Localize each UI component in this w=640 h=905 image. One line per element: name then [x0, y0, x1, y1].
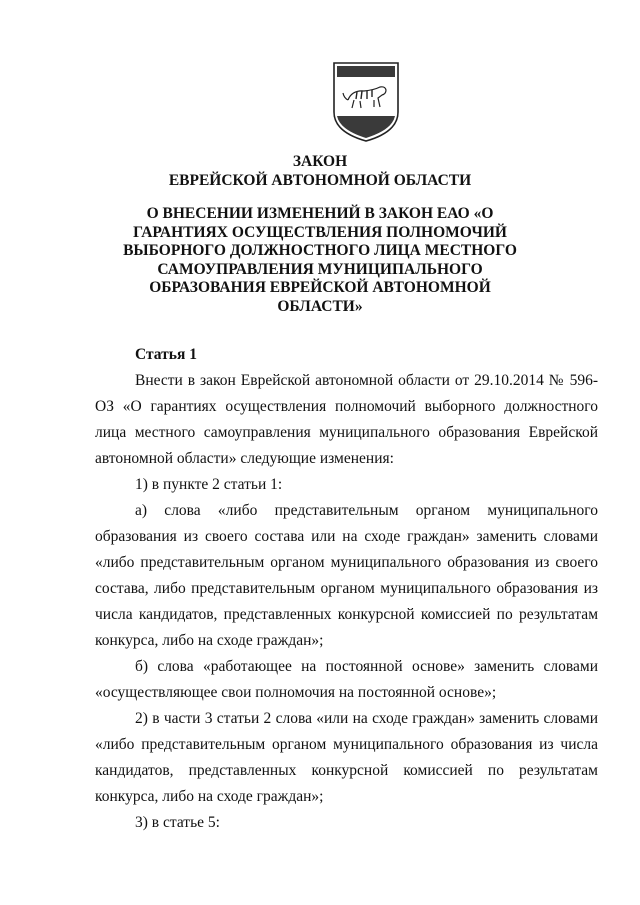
article-paragraph: 2) в части 3 статьи 2 слова «или на сходе граждан» заменить словами «либо представительным органом муниципального образования из числа кандидатов, представленных конкурсной комиссией по результатам конкурса, либо на сходе граждан»;: [95, 710, 598, 805]
article-heading: Статья 1: [135, 346, 197, 363]
law-region: ЕВРЕЙСКОЙ АВТОНОМНОЙ ОБЛАСТИ: [168, 172, 472, 189]
article-paragraph: б) слова «работающее на постоянной основе» заменить словами «осуществляющее свои полномочия на постоянной основе»;: [95, 658, 598, 701]
law-title: ЗАКОН: [292, 153, 348, 170]
article-paragraph: а) слова «либо представительным органом муниципального образования из своего состава или на сходе граждан» заменить словами «либо представительным органом муниципального образования из своего состава, либо представительным органом муниципального образования из числа кандидатов, представленных конкурсной комиссией по результатам конкурса, либо на сходе граждан»;: [95, 502, 598, 649]
amendment-title: О ВНЕСЕНИИ ИЗМЕНЕНИЙ В ЗАКОН ЕАО «О ГАРАНТИЯХ ОСУЩЕСТВЛЕНИЯ ПОЛНОМОЧИЙ ВЫБОРНОГО ДОЛЖНОСТНОГО ЛИЦА МЕСТНОГО САМОУПРАВЛЕНИЯ МУНИЦИПАЛЬНОГО ОБРАЗОВАНИЯ ЕВРЕЙСКОЙ АВТОНОМНОЙ ОБЛАСТИ»: [123, 205, 517, 315]
article-paragraph: 1) в пункте 2 статьи 1:: [135, 476, 283, 493]
article-paragraph: 3) в статье 5:: [135, 814, 220, 831]
article-paragraph: Внести в закон Еврейской автономной области от 29.10.2014 № 596-ОЗ «О гарантиях осуществления полномочий выборного должностного лица местного самоуправления муниципального образования Еврейской автономной области» следующие изменения:: [95, 372, 598, 467]
tiger-coat-of-arms-icon: [330, 60, 402, 144]
